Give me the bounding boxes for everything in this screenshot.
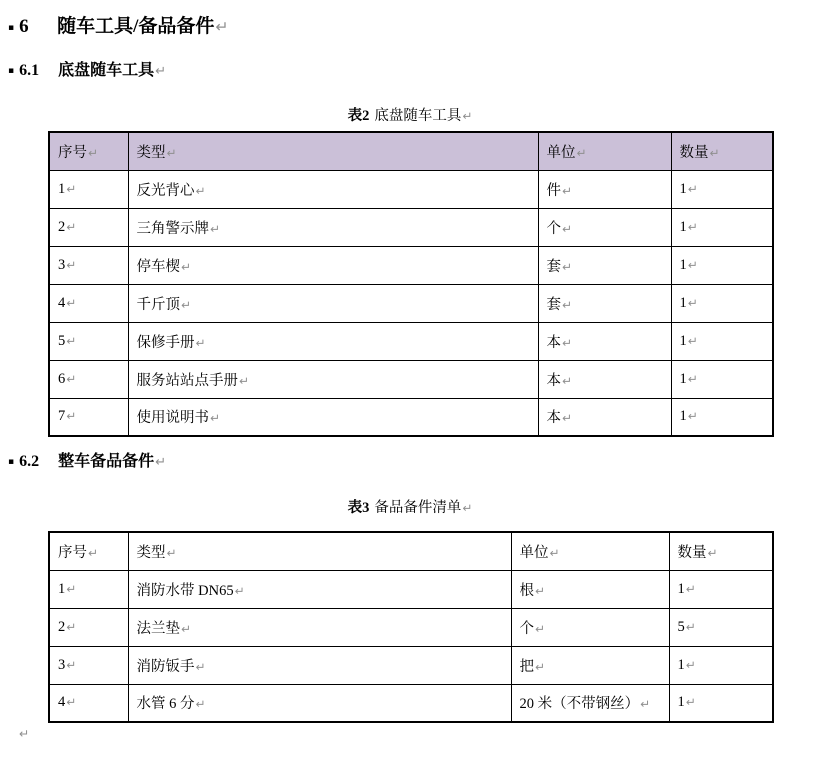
cell-text: 个: [546, 220, 561, 237]
table-row: [49, 570, 773, 608]
cell-text: 6: [58, 370, 66, 387]
table-cell: [49, 208, 128, 246]
paragraph-mark: ↵: [640, 697, 651, 712]
table-cell: [49, 570, 128, 608]
cell-text: 使用说明书: [136, 410, 209, 427]
paragraph-mark: ↵: [707, 545, 718, 560]
table-cell: [49, 398, 128, 436]
cell-text: 7: [58, 408, 66, 425]
table-cell: [49, 322, 128, 360]
cell-text: 1: [58, 180, 66, 197]
heading-section-6-2: [8, 448, 166, 471]
paragraph-mark: ↵: [687, 371, 698, 386]
column-header-cell: [671, 132, 773, 170]
table-cell: [49, 246, 128, 284]
cell-text: 千斤顶: [136, 296, 180, 313]
paragraph-mark: ↵: [562, 373, 572, 388]
paragraph-mark: ↵: [562, 297, 572, 312]
paragraph-mark: ↵: [685, 581, 696, 596]
table-spare-parts: [48, 531, 774, 723]
table-cell: [511, 646, 669, 684]
table-cell: [671, 170, 773, 208]
paragraph-mark: ↵: [535, 621, 545, 636]
table-cell: [49, 170, 128, 208]
table-cell: [538, 208, 671, 246]
cell-text: 2: [58, 618, 66, 635]
cell-text: 2: [58, 218, 66, 235]
paragraph-mark: ↵: [685, 695, 696, 710]
paragraph-mark: ↵: [535, 583, 545, 598]
cell-text: 1: [679, 370, 687, 387]
paragraph-mark: ↵: [549, 545, 560, 560]
cell-text: 5: [58, 332, 66, 349]
paragraph-mark: ↵: [195, 183, 206, 198]
table-cell: [128, 284, 538, 322]
table-cell: [49, 646, 128, 684]
paragraph-mark: ↵: [66, 371, 77, 386]
cell-text: 套: [546, 258, 561, 275]
paragraph-mark: ↵: [576, 145, 587, 160]
table-row: [49, 646, 773, 684]
heading-section-6-1: [8, 57, 166, 80]
cell-text: 20 米（不带钢丝）: [519, 696, 640, 713]
paragraph-mark: ↵: [687, 181, 698, 196]
paragraph-mark: ↵: [687, 219, 698, 234]
paragraph-mark: ↵: [66, 619, 77, 634]
table-cell: [49, 684, 128, 722]
cell-text: 类型: [136, 144, 166, 161]
table-cell: [128, 646, 511, 684]
paragraph-mark: ↵: [562, 259, 572, 274]
table-cell: [511, 570, 669, 608]
table-cell: [671, 398, 773, 436]
table-cell: [538, 398, 671, 436]
table-cell: [128, 208, 538, 246]
table-cell: [49, 360, 128, 398]
cell-text: 1: [679, 256, 687, 273]
style-square-bullet-icon: ▪: [8, 23, 15, 33]
paragraph-mark: ↵: [462, 109, 473, 123]
cell-text: 序号: [58, 544, 87, 561]
paragraph-mark: ↵: [562, 183, 572, 198]
paragraph-mark: [18, 726, 29, 743]
cell-text: 1: [677, 580, 685, 597]
paragraph-mark: ↵: [685, 619, 696, 634]
table-cell: [49, 608, 128, 646]
table-cell: [671, 360, 773, 398]
cell-text: 本: [546, 334, 561, 351]
table-cell: [128, 170, 538, 208]
paragraph-mark: ↵: [66, 181, 77, 196]
cell-text: 单位: [546, 144, 576, 161]
table-cell: [49, 284, 128, 322]
paragraph-mark: ↵: [687, 295, 698, 310]
table-cell: [128, 398, 538, 436]
table-cell: [128, 608, 511, 646]
cell-text: 3: [58, 656, 66, 673]
paragraph-mark: ↵: [166, 145, 177, 160]
cell-text: 消防水带 DN65: [136, 582, 234, 599]
table-cell: [538, 284, 671, 322]
cell-text: 1: [679, 218, 687, 235]
table-cell: [538, 322, 671, 360]
column-header-cell: [511, 532, 669, 570]
table-cell: [128, 360, 538, 398]
table-cell: [128, 570, 511, 608]
cell-text: 套: [546, 296, 561, 313]
table-row: [49, 684, 773, 722]
table-cell: [128, 246, 538, 284]
cell-text: 法兰垫: [136, 620, 180, 637]
cell-text: 3: [58, 256, 66, 273]
column-header-cell: [49, 132, 128, 170]
paragraph-mark: ↵: [66, 295, 77, 310]
cell-text: 件: [546, 182, 561, 199]
cell-text: 4: [58, 694, 66, 711]
table-row: [49, 608, 773, 646]
table-cell: [669, 646, 773, 684]
paragraph-mark: ↵: [687, 257, 698, 272]
table-caption-number: 表2: [347, 108, 370, 124]
cell-text: 5: [677, 618, 685, 635]
table-cell: [128, 684, 511, 722]
style-square-bullet-icon: ▪: [8, 457, 15, 467]
table-cell: [128, 322, 538, 360]
paragraph-mark: ↵: [462, 501, 473, 515]
table-row: [49, 246, 773, 284]
table2-caption: [48, 104, 772, 125]
paragraph-mark: ↵: [181, 297, 191, 312]
paragraph-mark: ↵: [195, 335, 206, 350]
table-row: [49, 322, 773, 360]
cell-text: 服务站站点手册: [136, 372, 238, 389]
cell-text: 序号: [58, 144, 87, 161]
paragraph-mark: ↵: [687, 333, 698, 348]
heading-text: 底盘随车工具: [58, 62, 155, 79]
table-cell: [671, 208, 773, 246]
table-caption-text: 备品备件清单: [374, 500, 462, 516]
table-header-row: [49, 532, 773, 570]
paragraph-mark: ↵: [562, 335, 572, 350]
column-header-cell: [128, 132, 538, 170]
cell-text: 停车楔: [136, 258, 180, 275]
paragraph-mark: ↵: [685, 657, 696, 672]
paragraph-mark: ↵: [66, 257, 77, 272]
paragraph-mark: ↵: [234, 583, 245, 598]
paragraph-mark: ↵: [19, 727, 30, 741]
cell-text: 三角警示牌: [136, 220, 209, 237]
style-square-bullet-icon: ▪: [8, 66, 15, 76]
paragraph-mark: ↵: [195, 659, 206, 674]
cell-text: 把: [519, 658, 534, 675]
cell-text: 4: [58, 294, 66, 311]
cell-text: 本: [546, 372, 561, 389]
cell-text: 数量: [679, 144, 709, 161]
table-caption-text: 底盘随车工具: [374, 108, 462, 124]
table-row: [49, 284, 773, 322]
heading-number: 6.2: [19, 453, 40, 470]
cell-text: 1: [679, 294, 687, 311]
cell-text: 本: [546, 410, 561, 427]
cell-text: 个: [519, 620, 534, 637]
cell-text: 水管 6 分: [136, 696, 195, 713]
paragraph-mark: ↵: [181, 259, 191, 274]
table-cell: [671, 322, 773, 360]
cell-text: 1: [679, 408, 687, 425]
cell-text: 1: [677, 656, 685, 673]
paragraph-mark: ↵: [562, 221, 572, 236]
table-cell: [669, 570, 773, 608]
table-header-row: [49, 132, 773, 170]
table-cell: [538, 170, 671, 208]
paragraph-mark: ↵: [155, 64, 167, 79]
table-cell: [511, 684, 669, 722]
cell-text: 1: [679, 180, 687, 197]
table-chassis-tools: [48, 131, 774, 437]
column-header-cell: [669, 532, 773, 570]
heading-number: 6.1: [19, 62, 40, 79]
paragraph-mark: ↵: [709, 145, 720, 160]
heading-section-6: [8, 11, 228, 38]
cell-text: 反光背心: [136, 182, 195, 199]
paragraph-mark: ↵: [66, 333, 77, 348]
paragraph-mark: ↵: [215, 18, 229, 36]
paragraph-mark: ↵: [88, 145, 98, 160]
cell-text: 单位: [519, 544, 549, 561]
paragraph-mark: ↵: [210, 411, 220, 426]
heading-text: 整车备品备件: [58, 453, 155, 470]
cell-text: 数量: [677, 544, 707, 561]
column-header-cell: [49, 532, 128, 570]
paragraph-mark: ↵: [535, 659, 545, 674]
paragraph-mark: ↵: [88, 545, 98, 560]
table-row: [49, 208, 773, 246]
paragraph-mark: ↵: [687, 409, 698, 424]
paragraph-mark: ↵: [66, 657, 77, 672]
column-header-cell: [538, 132, 671, 170]
cell-text: 1: [679, 332, 687, 349]
table-cell: [669, 684, 773, 722]
cell-text: 类型: [136, 544, 166, 561]
table-cell: [511, 608, 669, 646]
cell-text: 保修手册: [136, 334, 195, 351]
table-row: [49, 360, 773, 398]
cell-text: 1: [58, 580, 66, 597]
table-caption-number: 表3: [347, 500, 370, 516]
paragraph-mark: ↵: [66, 219, 77, 234]
table-row: [49, 398, 773, 436]
table-cell: [538, 360, 671, 398]
column-header-cell: [128, 532, 511, 570]
table-cell: [538, 246, 671, 284]
paragraph-mark: ↵: [66, 695, 77, 710]
table-cell: [671, 284, 773, 322]
paragraph-mark: ↵: [181, 621, 191, 636]
table-row: [49, 170, 773, 208]
paragraph-mark: ↵: [66, 409, 77, 424]
paragraph-mark: ↵: [195, 697, 206, 712]
cell-text: 1: [677, 694, 685, 711]
paragraph-mark: ↵: [155, 455, 167, 470]
table-cell: [671, 246, 773, 284]
paragraph-mark: ↵: [239, 373, 249, 388]
paragraph-mark: ↵: [166, 545, 177, 560]
paragraph-mark: ↵: [210, 221, 220, 236]
paragraph-mark: ↵: [562, 411, 572, 426]
heading-number: 6: [19, 16, 29, 37]
heading-text: 随车工具/备品备件: [57, 16, 215, 37]
table3-caption: [48, 496, 772, 517]
cell-text: 根: [519, 582, 534, 599]
cell-text: 消防钣手: [136, 658, 195, 675]
paragraph-mark: ↵: [66, 581, 77, 596]
table-cell: [669, 608, 773, 646]
